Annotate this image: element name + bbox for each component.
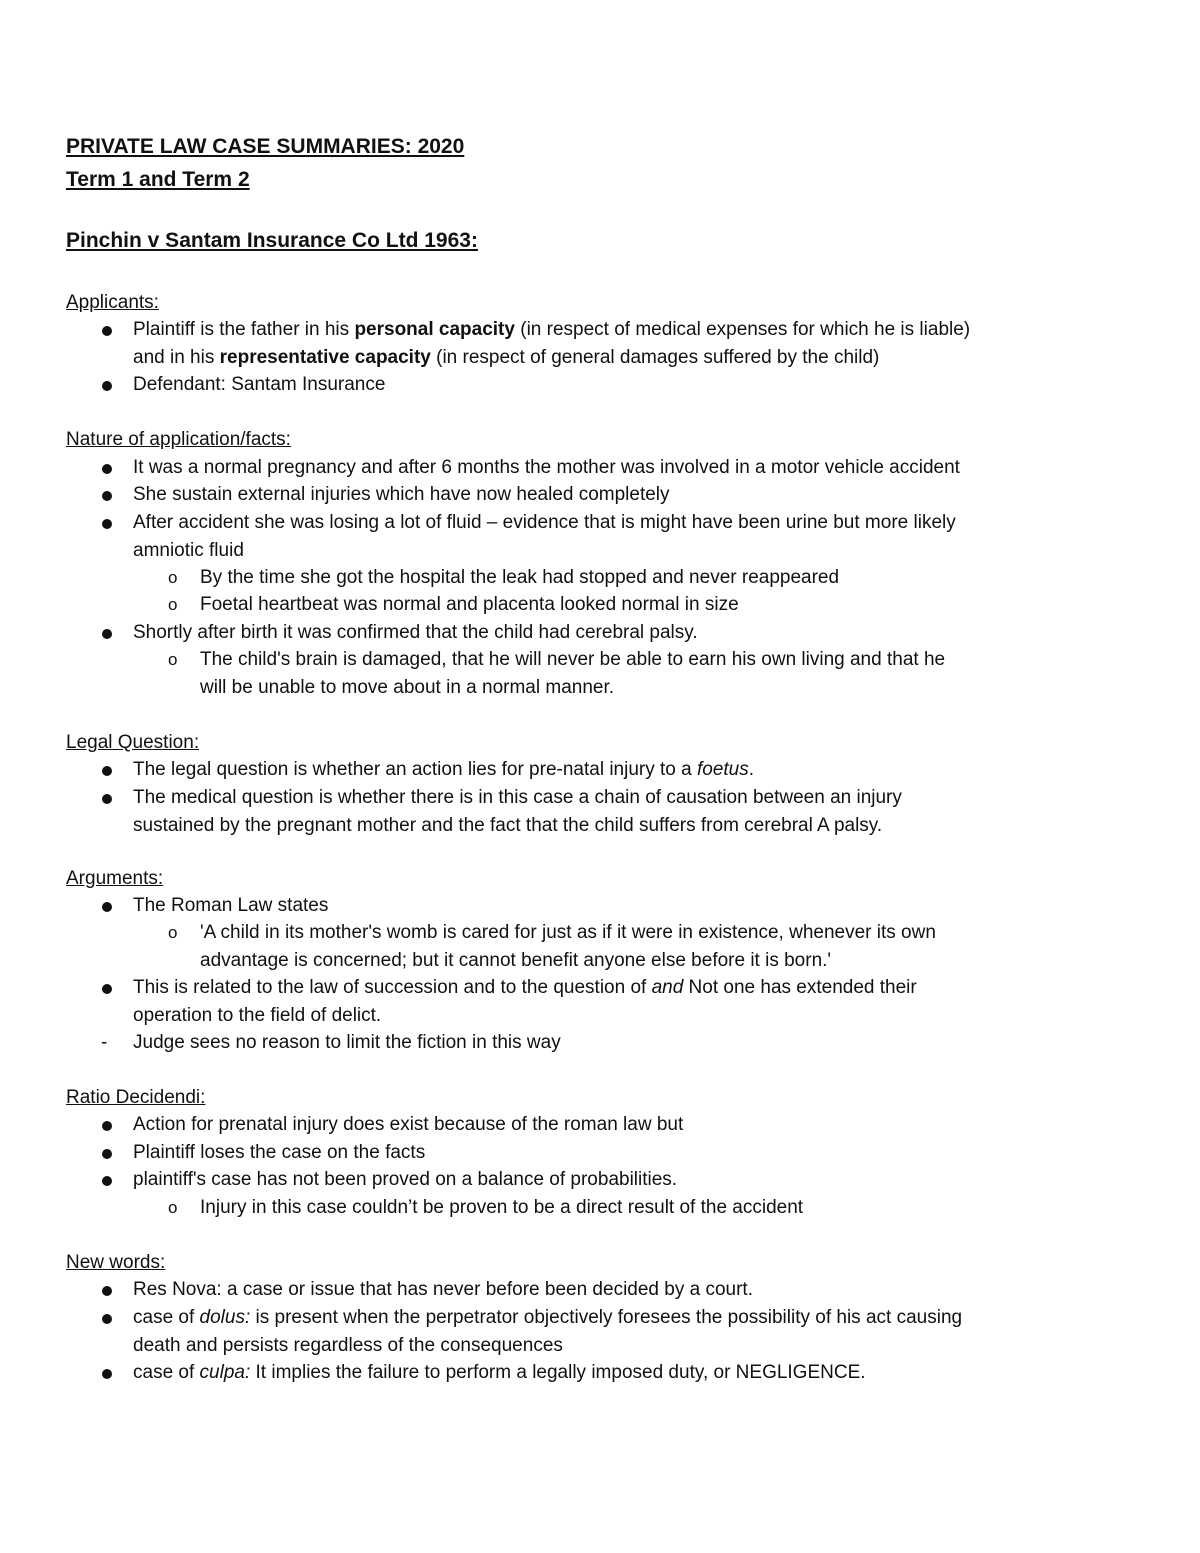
list-item: After accident she was losing a lot of fluid – evidence that is might have been urine but more likely (133, 512, 956, 533)
bullet-icon (102, 491, 112, 501)
list-item: The legal question is whether an action lies for pre-natal injury to a foetus. (133, 759, 755, 780)
sub-list-item: Foetal heartbeat was normal and placenta looked normal in size (200, 594, 739, 615)
section-heading-ratio-decidendi: Ratio Decidendi: (66, 1087, 206, 1108)
bullet-icon (102, 1314, 112, 1324)
list-item: Judge sees no reason to limit the fiction in this way (133, 1032, 561, 1053)
sub-bullet-icon: o (168, 923, 178, 942)
list-item: It was a normal pregnancy and after 6 months the mother was involved in a motor vehicle accident (133, 457, 960, 478)
doc-subtitle: Term 1 and Term 2 (66, 168, 250, 191)
doc-title: PRIVATE LAW CASE SUMMARIES: 2020 (66, 135, 465, 158)
bullet-icon (102, 519, 112, 529)
bullet-icon (102, 326, 112, 336)
section-heading-facts: Nature of application/facts: (66, 429, 291, 450)
list-item: The medical question is whether there is in this case a chain of causation between an injury (133, 787, 902, 808)
list-item: The Roman Law states (133, 895, 329, 916)
list-item: Action for prenatal injury does exist because of the roman law but (133, 1114, 684, 1135)
list-item: plaintiff's case has not been proved on a balance of probabilities. (133, 1169, 678, 1190)
list-item-continuation: sustained by the pregnant mother and the fact that the child suffers from cerebral A palsy. (133, 815, 883, 836)
bullet-icon (102, 902, 112, 912)
section-heading-legal-question: Legal Question: (66, 732, 200, 753)
list-item: Res Nova: a case or issue that has never before been decided by a court. (133, 1279, 753, 1300)
sub-list-item: 'A child in its mother's womb is cared for just as if it were in existence, whenever its own (200, 922, 936, 943)
section-heading-new-words: New words: (66, 1252, 166, 1273)
bullet-icon (102, 1176, 112, 1186)
sub-bullet-icon: o (168, 595, 178, 614)
section-heading-applicants: Applicants: (66, 292, 159, 313)
bullet-icon (102, 1369, 112, 1379)
case-title: Pinchin v Santam Insurance Co Ltd 1963: (66, 229, 478, 252)
list-item: Shortly after birth it was confirmed that the child had cerebral palsy. (133, 622, 698, 643)
list-item: She sustain external injuries which have now healed completely (133, 484, 670, 505)
bullet-icon (102, 984, 112, 994)
list-item-continuation: operation to the field of delict. (133, 1005, 382, 1026)
dash-marker: - (101, 1032, 108, 1053)
sub-list-item: Injury in this case couldn’t be proven to be a direct result of the accident (200, 1197, 804, 1218)
list-item: Defendant: Santam Insurance (133, 374, 386, 395)
sub-list-item: The child's brain is damaged, that he will never be able to earn his own living and that he (200, 649, 946, 670)
list-item-continuation: death and persists regardless of the consequences (133, 1335, 563, 1356)
list-item-continuation: amniotic fluid (133, 540, 244, 561)
bullet-icon (102, 1121, 112, 1131)
bullet-icon (102, 464, 112, 474)
sub-list-item-continuation: will be unable to move about in a normal manner. (200, 677, 615, 698)
sub-bullet-icon: o (168, 568, 178, 587)
sub-bullet-icon: o (168, 650, 178, 669)
list-item-continuation: and in his representative capacity (in respect of general damages suffered by the child) (133, 347, 880, 368)
list-item: This is related to the law of succession and to the question of and Not one has extended their (133, 977, 917, 998)
bullet-icon (102, 629, 112, 639)
sub-bullet-icon: o (168, 1198, 178, 1217)
sub-list-item: By the time she got the hospital the leak had stopped and never reappeared (200, 567, 840, 588)
bullet-icon (102, 1149, 112, 1159)
bullet-icon (102, 1286, 112, 1296)
list-item: case of culpa: It implies the failure to perform a legally imposed duty, or NEGLIGENCE. (133, 1362, 866, 1383)
section-heading-arguments: Arguments: (66, 868, 164, 889)
sub-list-item-continuation: advantage is concerned; but it cannot benefit anyone else before it is born.' (200, 950, 832, 971)
list-item: Plaintiff loses the case on the facts (133, 1142, 426, 1163)
list-item: case of dolus: is present when the perpetrator objectively foresees the possibility of his act causing (133, 1307, 963, 1328)
bullet-icon (102, 766, 112, 776)
bullet-icon (102, 794, 112, 804)
bullet-icon (102, 381, 112, 391)
list-item: Plaintiff is the father in his personal capacity (in respect of medical expenses for which he is liable) (133, 319, 971, 340)
